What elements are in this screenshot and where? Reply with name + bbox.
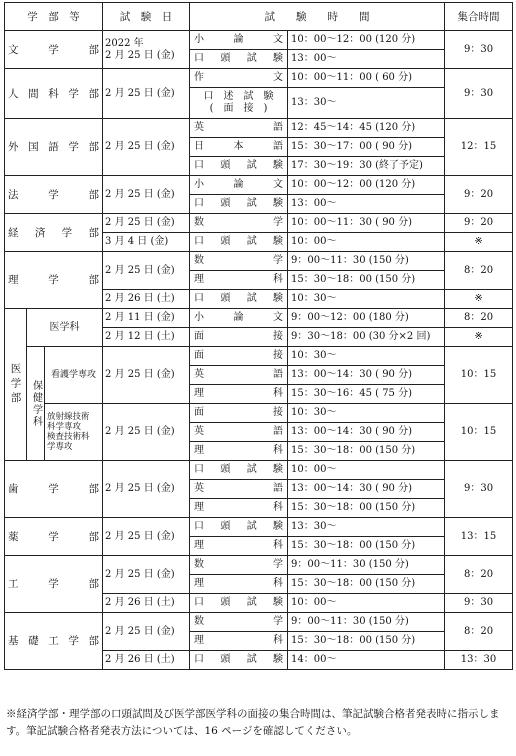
- subject-cell: 面 接: [190, 347, 288, 366]
- department-cell: 放射線技術 科学専攻 検査技術科 学専攻: [45, 404, 103, 461]
- table-row: [5, 252, 513, 271]
- department-cell: 看護学専攻: [45, 347, 103, 404]
- subject-cell: 理 科: [190, 575, 288, 594]
- header-row: [5, 3, 513, 31]
- date-cell: 2 月 26 日 (土): [103, 651, 190, 670]
- time-cell: 9：00～11：30 (150 分): [288, 613, 445, 632]
- subject-cell: 口 頭 試 験: [190, 290, 288, 309]
- subject-cell: 口 頭 試 験: [190, 157, 288, 176]
- assembly-cell: 8：20: [445, 309, 513, 328]
- faculty-cell: 歯 学 部: [5, 461, 103, 518]
- assembly-cell: ※: [445, 290, 513, 309]
- time-cell: 9：30～18：00 (30 分×2 回): [288, 328, 445, 347]
- time-cell: 13：00～14：30 ( 90 分): [288, 366, 445, 385]
- subject-cell: 面 接: [190, 328, 288, 347]
- subject-cell: 英 語: [190, 480, 288, 499]
- header-faculty: 学 部 等: [5, 3, 103, 31]
- subject-cell: 英 語: [190, 423, 288, 442]
- time-cell: 10：00～: [288, 233, 445, 252]
- time-cell: 10：30～: [288, 290, 445, 309]
- time-cell: 14：00～: [288, 651, 445, 670]
- table-row: [5, 214, 513, 233]
- time-cell: 10：30～: [288, 347, 445, 366]
- time-cell: 15：30～17：00 ( 90 分): [288, 138, 445, 157]
- time-cell: 15：30～18：00 (150 分): [288, 499, 445, 518]
- assembly-cell: 9：30: [445, 594, 513, 613]
- group-cell: 保健学科: [27, 347, 45, 461]
- time-cell: 15：30～18：00 (150 分): [288, 271, 445, 290]
- faculty-cell: 人 間 科 学 部: [5, 69, 103, 119]
- exam-schedule-table: [4, 2, 513, 670]
- time-cell: 13：00～: [288, 195, 445, 214]
- exam-schedule: [4, 2, 512, 670]
- date-cell: 2 月 25 日 (金): [103, 613, 190, 651]
- time-cell: 13：00～14：30 ( 90 分): [288, 423, 445, 442]
- header-assembly: 集合時間: [445, 3, 513, 31]
- subject-cell: 理 科: [190, 632, 288, 651]
- subject-cell: 口 頭 試 験: [190, 651, 288, 670]
- time-cell: 10：00～: [288, 461, 445, 480]
- assembly-cell: 8：20: [445, 252, 513, 290]
- subject-cell: 口 頭 試 験: [190, 518, 288, 537]
- time-cell: 15：30～18：00 (150 分): [288, 537, 445, 556]
- table-row: [5, 69, 513, 88]
- date-cell: 2 月 25 日 (金): [103, 347, 190, 404]
- subject-cell: 口 頭 試 験: [190, 233, 288, 252]
- time-cell: 13：30～: [288, 518, 445, 537]
- subject-cell: 口 頭 試 験: [190, 461, 288, 480]
- assembly-cell: 9：30: [445, 69, 513, 119]
- faculty-cell: 文 学 部: [5, 31, 103, 69]
- subject-cell: 理 科: [190, 537, 288, 556]
- date-cell: 2 月 25 日 (金): [103, 404, 190, 461]
- time-cell: 10：00～: [288, 594, 445, 613]
- faculty-cell: 法 学 部: [5, 176, 103, 214]
- date-cell: 2 月 25 日 (金): [103, 214, 190, 233]
- subject-cell: 数 学: [190, 613, 288, 632]
- subject-cell: 数 学: [190, 252, 288, 271]
- time-cell: 9：00～12：00 (180 分): [288, 309, 445, 328]
- faculty-cell: 薬 学 部: [5, 518, 103, 556]
- subject-cell: 英 語: [190, 366, 288, 385]
- date-cell: 2 月 25 日 (金): [103, 518, 190, 556]
- time-cell: 9：00～11：30 (150 分): [288, 556, 445, 575]
- subject-cell: 口 頭 試 験: [190, 50, 288, 69]
- table-row: [5, 404, 513, 423]
- faculty-cell: 基 礎 工 学 部: [5, 613, 103, 670]
- subject-cell: 理 科: [190, 385, 288, 404]
- date-cell: 2 月 25 日 (金): [103, 461, 190, 518]
- table-row: [5, 31, 513, 50]
- time-cell: 17：30～19：30 (終了予定): [288, 157, 445, 176]
- time-cell: 15：30～18：00 (150 分): [288, 632, 445, 651]
- time-cell: 10：30～: [288, 404, 445, 423]
- subject-cell: 理 科: [190, 271, 288, 290]
- subject-cell: 面 接: [190, 404, 288, 423]
- header-time: 試 験 時 間: [190, 3, 445, 31]
- date-cell: 2 月 25 日 (金): [103, 252, 190, 290]
- header-date: 試 験 日: [103, 3, 190, 31]
- subject-cell: 数 学: [190, 214, 288, 233]
- assembly-cell: 10：15: [445, 347, 513, 404]
- faculty-cell: 外 国 語 学 部: [5, 119, 103, 176]
- time-cell: 9：00～11：30 (150 分): [288, 252, 445, 271]
- assembly-cell: 9：20: [445, 176, 513, 214]
- date-cell: 2 月 25 日 (金): [103, 119, 190, 176]
- assembly-cell: 9：30: [445, 461, 513, 518]
- department-cell: 医学科: [27, 309, 103, 347]
- date-cell: 2 月 25 日 (金): [103, 69, 190, 119]
- time-cell: 10：00～11：30 ( 90 分): [288, 214, 445, 233]
- time-cell: 15：30～18：00 (150 分): [288, 442, 445, 461]
- assembly-cell: ※: [445, 233, 513, 252]
- table-row: [5, 556, 513, 575]
- assembly-cell: 9：20: [445, 214, 513, 233]
- table-row: [5, 518, 513, 537]
- faculty-cell: 工 学 部: [5, 556, 103, 613]
- time-cell: 13：30～: [288, 88, 445, 119]
- time-cell: 12：45～14：45 (120 分): [288, 119, 445, 138]
- table-row: [5, 309, 513, 328]
- time-cell: 10：00～11：00 ( 60 分): [288, 69, 445, 88]
- date-cell: 2 月 12 日 (土): [103, 328, 190, 347]
- time-cell: 15：30～18：00 (150 分): [288, 575, 445, 594]
- time-cell: 15：30～16：45 ( 75 分): [288, 385, 445, 404]
- subject-cell: 口 述 試 験 ( 面 接 ): [190, 88, 288, 119]
- date-cell: 2 月 26 日 (土): [103, 290, 190, 309]
- subject-cell: 小 論 文: [190, 309, 288, 328]
- subject-cell: 理 科: [190, 442, 288, 461]
- subject-cell: 英 語: [190, 119, 288, 138]
- assembly-cell: 10：15: [445, 404, 513, 461]
- date-cell: 2 月 25 日 (金): [103, 556, 190, 594]
- footnote: ※経済学部・理学部の口頭試問及び医学部医学科の面接の集合時間は、筆記試験合格者発表時に指示します。筆記試験合格者発表方法については、16 ページを確認してください。: [6, 708, 500, 737]
- faculty-cell: 医学部: [5, 309, 27, 461]
- subject-cell: 小 論 文: [190, 31, 288, 50]
- table-row: [5, 119, 513, 138]
- assembly-cell: 12：15: [445, 119, 513, 176]
- subject-cell: 理 科: [190, 499, 288, 518]
- subject-cell: 作 文: [190, 69, 288, 88]
- subject-cell: 数 学: [190, 556, 288, 575]
- date-cell: 3 月 4 日 (金): [103, 233, 190, 252]
- faculty-cell: 経 済 学 部: [5, 214, 103, 252]
- time-cell: 13：00～14：30 ( 90 分): [288, 480, 445, 499]
- subject-cell: 口 頭 試 験: [190, 195, 288, 214]
- assembly-cell: 13：30: [445, 651, 513, 670]
- table-row: [5, 176, 513, 195]
- assembly-cell: 8：20: [445, 556, 513, 594]
- date-cell: 2 月 25 日 (金): [103, 176, 190, 214]
- subject-cell: 日 本 語: [190, 138, 288, 157]
- table-row: [5, 347, 513, 366]
- table-row: [5, 613, 513, 632]
- subject-cell: 小 論 文: [190, 176, 288, 195]
- assembly-cell: 8：20: [445, 613, 513, 651]
- table-row: [5, 461, 513, 480]
- assembly-cell: 13：15: [445, 518, 513, 556]
- time-cell: 10：00～12：00 (120 分): [288, 31, 445, 50]
- date-cell: 2 月 26 日 (土): [103, 594, 190, 613]
- assembly-cell: ※: [445, 328, 513, 347]
- date-cell: 2 月 11 日 (金): [103, 309, 190, 328]
- date-cell: 2022 年 2 月 25 日 (金): [103, 31, 190, 69]
- subject-cell: 口 頭 試 験: [190, 594, 288, 613]
- assembly-cell: 9：30: [445, 31, 513, 69]
- faculty-cell: 理 学 部: [5, 252, 103, 309]
- time-cell: 10：00～12：00 (120 分): [288, 176, 445, 195]
- time-cell: 13：00～: [288, 50, 445, 69]
